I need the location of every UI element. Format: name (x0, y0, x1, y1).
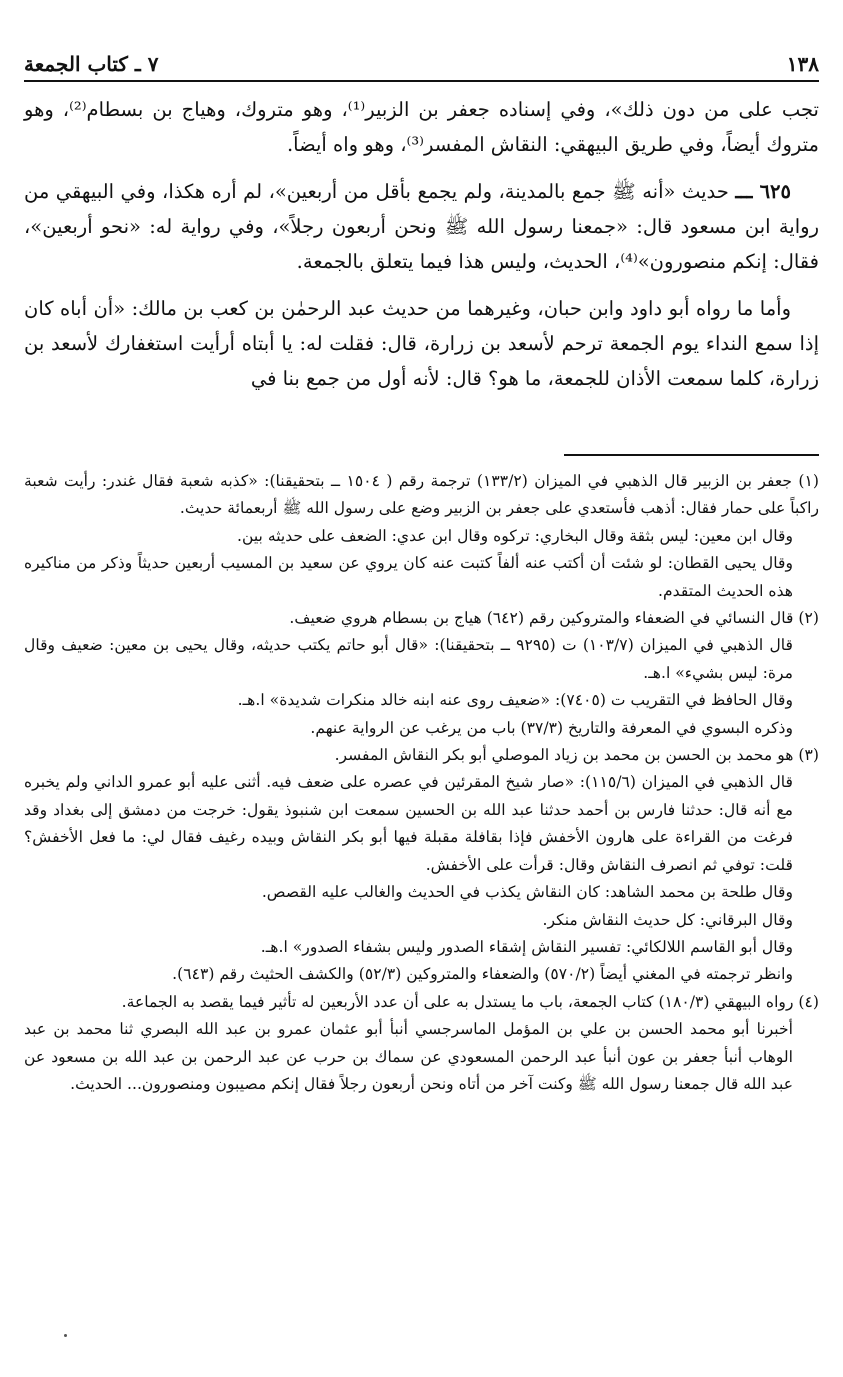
footnote-2-line: قال الذهبي في الميزان (١٠٣/٧) ت (٩٢٩٥ ــ بتحقيقنا): «قال أبو حاتم يكتب حديثه، وقال يحيى بن معين: ضعيف وقال مرة: ليس بشيء» ا.هـ. (24, 636, 793, 682)
page-number: ١٣٨ (786, 52, 819, 76)
footnotes (24, 468, 819, 1098)
footnote-3-line: قال الذهبي في الميزان (١١٥/٦): «صار شيخ المقرئين في عصره على ضعف فيه. أثنى عليه أبو عمرو الداني ولم يخبره مع أنه قال: حدثنا فارس بن أحمد حدثنا عبد الله بن الحسين سمعت ابن شنبوذ يقول: خرجت من دمشق إلى بغداد وقد فرغت من القراءة على هارون الأخفش فإذا بقافلة مقبلة فيها أبو بكر النقاش وبيده رغيف فقال لي: ما فعل الأخفش؟ قلت: توفي ثم انصرف النقاش وقال: قرأت على الأخفش. (24, 773, 793, 874)
footnote-3-line: وانظر ترجمته في المغني أيضاً (٥٧٠/٢) والضعفاء والمتروكين (٥٢/٣) والكشف الحثيث رقم (٦٤٣). (172, 965, 793, 984)
page-header (24, 42, 819, 76)
main-paragraph-3: وأما ما رواه أبو داود وابن حبان، وغيرهما من حديث عبد الرحمٰن بن كعب بن مالك: «أن أباه كان إذا سمع النداء يوم الجمعة ترحم لأسعد بن زرارة، قال: فقلت له: يا أبتاه أرأيت استغفارك لأسعد بن زرارة، كلما سمعت الأذان للجمعة، ما هو؟ قال: لأنه أول من جمع بنا في (24, 297, 819, 390)
footnote-1-line: وقال يحيى القطان: لو شئت أن أكتب عنه ألفاً كتبت عنه كان يروي عن سعيد بن المسيب أربعين حديثاً وذكر من مناكيره هذه الحديث المتقدم. (24, 554, 793, 600)
main-paragraph-2 (24, 174, 819, 279)
main-text (24, 92, 819, 408)
footnote-3-line: وقال البرقاني: كل حديث النقاش منكر. (542, 910, 793, 929)
header-rule (24, 80, 819, 82)
footnote-3-line: وقال طلحة بن محمد الشاهد: كان النقاش يكذب في الحديث والغالب عليه القصص. (261, 883, 793, 902)
footnote-2: (٢) قال النسائي في الضعفاء والمتروكين رقم (٦٤٢) هياج بن بسطام هروي ضعيف. (289, 609, 819, 628)
footnote-separator (564, 454, 819, 456)
footnote-3-line: وقال أبو القاسم اللالكائي: تفسير النقاش إشقاء الصدور وليس بشفاء الصدور» ا.هـ. (260, 937, 793, 956)
footnote-1: (١) جعفر بن الزبير قال الذهبي في الميزان (١٣٣/٢) ترجمة رقم ( ١٥٠٤ ــ بتحقيقنا): «كذبه شعبة فقال غندر: رأيت شعبة راكباً على حمار فقال: أذهب فأستعدي على جعفر بن الزبير وضع على رسول الله ﷺ أربعمائة حديث. (24, 472, 819, 518)
footnote-1-line: وقال ابن معين: ليس بثقة وقال البخاري: تركوه وقال ابن عدي: الضعف على حديثه بين. (237, 526, 793, 545)
chapter-title: ٧ ـ كتاب الجمعة (24, 52, 159, 76)
footnote-2-line: وقال الحافظ في التقريب ت (٧٤٠٥): «ضعيف روى عنه ابنه خالد منكرات شديدة» ا.هـ. (237, 691, 793, 710)
hadith-number: ٦٢٥ ـــ (735, 180, 791, 203)
scan-speck (64, 1334, 67, 1337)
footnote-4: (٤) رواه البيهقي (١٨٠/٣) كتاب الجمعة، باب ما يستدل به على أن عدد الأربعين له تأثير فيما يقصد به الجماعة. (121, 992, 819, 1011)
footnote-3: (٣) هو محمد بن الحسن بن محمد بن زياد الموصلي أبو بكر النقاش المفسر. (334, 746, 819, 765)
main-paragraph-1: تجب على من دون ذلك»، وفي إسناده جعفر بن الزبير⁽¹⁾، وهو متروك، وهياج بن بسطام⁽²⁾، وهو متروك أيضاً، وفي طريق البيهقي: النقاش المفسر⁽³⁾، وهو واه أيضاً. (24, 98, 819, 156)
footnote-2-line: وذكره البسوي في المعرفة والتاريخ (٣٧/٣) باب من يرغب عن الرواية عنهم. (310, 718, 793, 737)
book-page (24, 0, 819, 1377)
footnote-4-line: أخبرنا أبو محمد الحسن بن علي بن المؤمل الماسرجسي أنبأ أبو عثمان عمرو بن عبد الله البصري ثنا محمد بن عبد الوهاب أنبأ جعفر بن عون أنبأ عبد الرحمن المسعودي عن سماك بن حرب عن عبد الرحمن بن عبد الله بن مسعود عن عبد الله قال جمعنا رسول الله ﷺ وكنت آخر من أتاه ونحن أربعون رجلاً فقال إنكم مصيبون ومنصورون... الحديث. (24, 1020, 793, 1093)
main-paragraph-2-text: حديث «أنه ﷺ جمع بالمدينة، ولم يجمع بأقل من أربعين»، لم أره هكذا، وفي البيهقي من رواية ابن مسعود قال: «جمعنا رسول الله ﷺ ونحن أربعون رجلاً»، وفي رواية له: «نحو أربعين»، فقال: إنكم منصورون»⁽⁴⁾، الحديث، وليس هذا فيما يتعلق بالجمعة. (24, 180, 819, 273)
